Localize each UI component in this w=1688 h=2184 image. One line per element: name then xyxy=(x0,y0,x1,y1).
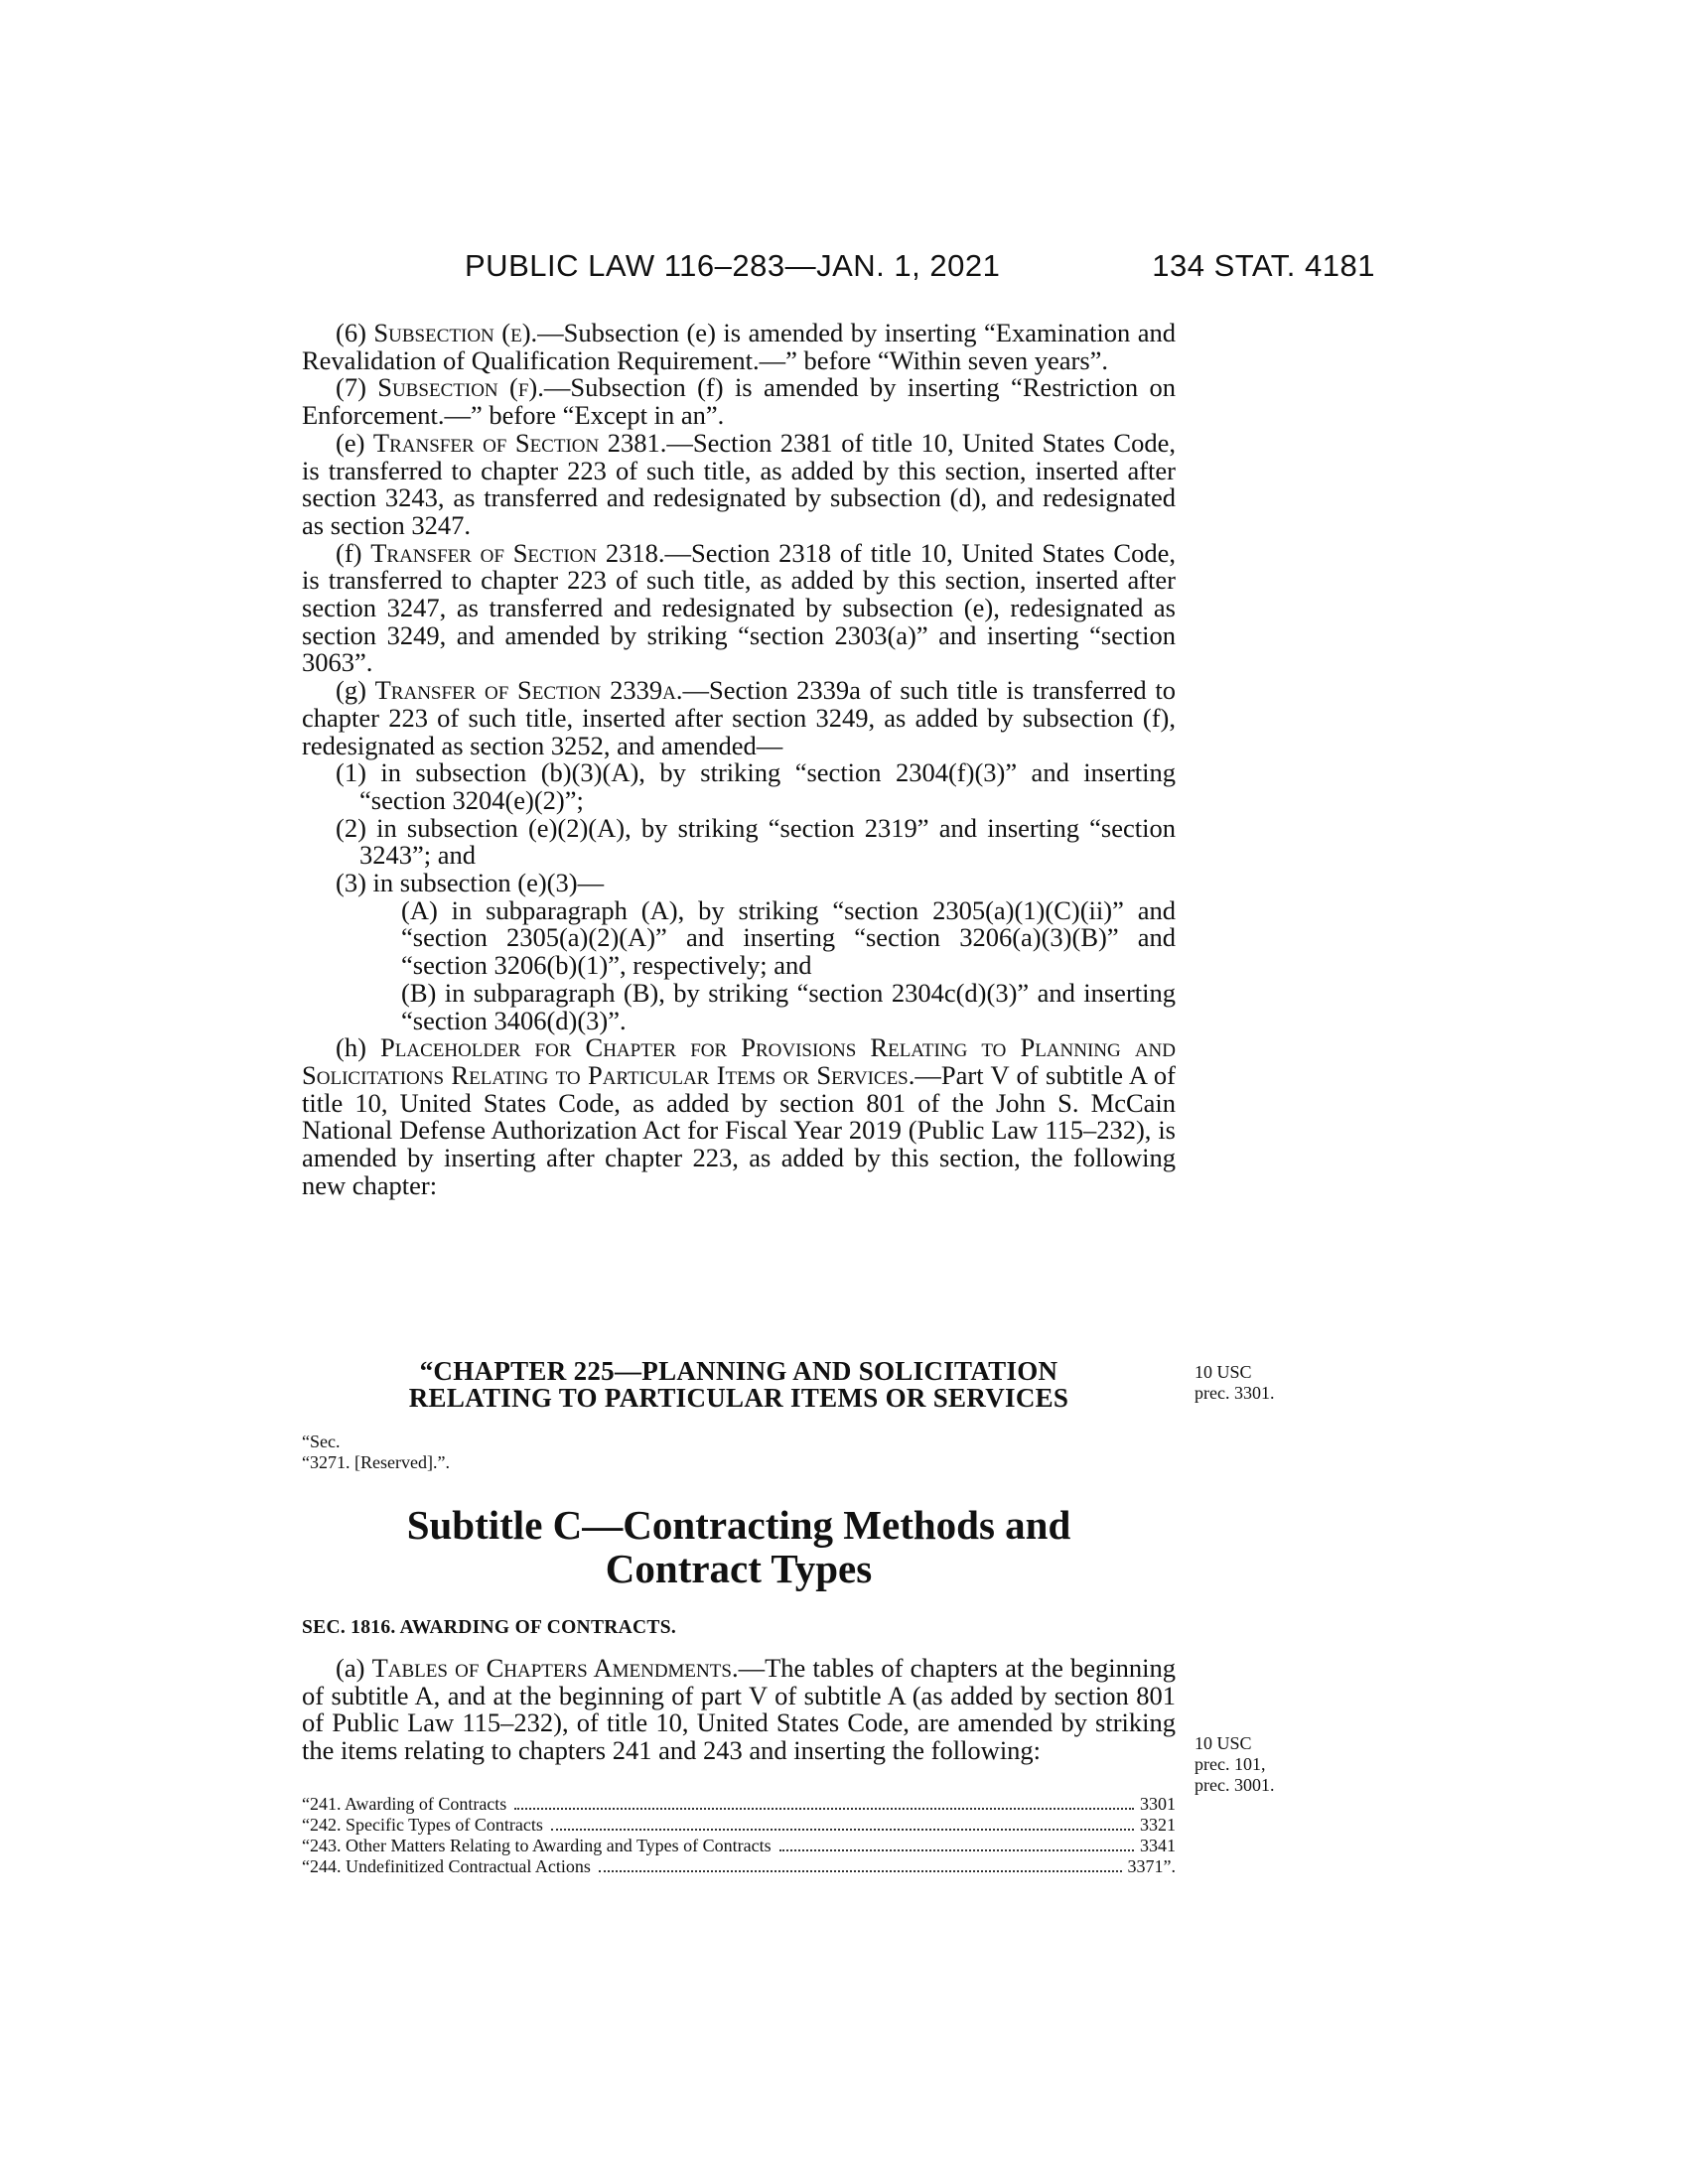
subsection-a: (a) Tables of Chapters Amendments.—The tables of chapters at the beginning of subtitle A, and at the beginning of part V of subtitle A (as added by section 801 of Public Law 115–232), of title 10, United States Code, are amended by striking the items relating to chapters 241 and 243 and inserting the following: xyxy=(302,1653,1176,1766)
leader-dots xyxy=(599,1870,1122,1872)
leader-dots xyxy=(551,1829,1134,1831)
chapter-table xyxy=(302,1794,1176,1877)
chapter-heading: “CHAPTER 225—PLANNING AND SOLICITATION RELATING TO PARTICULAR ITEMS OR SERVICES xyxy=(408,1356,1069,1413)
subtitle-heading: Subtitle C—Contracting Methods and Contract Types xyxy=(406,1502,1071,1591)
page-header xyxy=(298,248,1375,292)
toc-row: “242. Specific Types of Contracts 3321 xyxy=(302,1815,1176,1835)
toc-row: “243. Other Matters Relating to Awarding and Types of Contracts 3341 xyxy=(302,1836,1176,1855)
subsection-heading: Transfer of Section 2381 xyxy=(372,427,660,458)
leader-dots xyxy=(514,1808,1134,1810)
section-text-block xyxy=(302,1655,1176,1765)
paragraph-g-3: (3) in subsection (e)(3)— xyxy=(336,868,605,898)
statute-page-number: 134 STAT. 4181 xyxy=(1152,248,1375,283)
subsection-g: (g) Transfer of Section 2339a.—Section 2339a of such title is transferred to chapter 223 of such title, inserted after section 3249, as added by subsection (f), redesignated as section 3252, and amended— xyxy=(302,675,1176,760)
subsection-heading: Tables of Chapters Amendments xyxy=(371,1653,732,1683)
paragraph-6: (6) Subsection (e).—Subsection (e) is amended by inserting “Examination and Revalidation of Qualification Requirement.—” before “Within seven years”. xyxy=(302,318,1176,375)
subsection-e: (e) Transfer of Section 2381.—Section 2381 of title 10, United States Code, is transferred to chapter 223 of such title, as added by this section, inserted after section 3243, as transferred and redesignated by subsection (d), and redesignated as section 3247. xyxy=(302,427,1176,540)
section-3271-entry: “3271. [Reserved].”. xyxy=(302,1452,450,1472)
sec-label: “Sec. xyxy=(302,1432,341,1451)
subsection-heading: Transfer of Section 2318 xyxy=(370,537,658,568)
subparagraph-g-3-a: (A) in subparagraph (A), by striking “section 2305(a)(1)(C)(ii)” and “section 2305(a)(2)(A)” and inserting “section 3206(a)(3)(B)” and “section 3206(b)(1)”, respectively; and xyxy=(401,894,1176,981)
paragraph-7: (7) Subsection (f).—Subsection (f) is amended by inserting “Restriction on Enforcement.—” before “Except in an”. xyxy=(302,372,1176,431)
section-heading: SEC. 1816. AWARDING OF CONTRACTS. xyxy=(302,1617,677,1638)
main-text-block xyxy=(302,320,1176,1200)
subsection-h: (h) Placeholder for Chapter for Provisions Relating to Planning and Solicitations Relating to Particular Items or Services.—Part V of subtitle A of title 10, United States Code, as added by section 801 of the John S. McCain National Defense Authorization Act for Fiscal Year 2019 (Public Law 115–232), is amended by inserting after chapter 223, as added by this section, the following new chapter: xyxy=(302,1032,1176,1200)
public-law-citation: PUBLIC LAW 116–283—JAN. 1, 2021 xyxy=(465,248,1001,283)
toc-row: “244. Undefinitized Contractual Actions 3371”. xyxy=(302,1856,1176,1876)
chapter-225-block xyxy=(302,1358,1176,1473)
subsection-heading: Transfer of Section 2339a xyxy=(374,675,676,706)
paragraph-g-2: (2) in subsection (e)(2)(A), by striking “section 2319” and inserting “section 3243”; and xyxy=(336,812,1176,871)
subsection-f: (f) Transfer of Section 2318.—Section 2318 of title 10, United States Code, is transferred to chapter 223 of such title, as added by this section, inserted after section 3247, as transferred and redesignated by subsection (e), redesignated as section 3249, and amended by striking “section 2303(a)” and inserting “section 3063”. xyxy=(302,537,1176,678)
margin-citation-section: 10 USC prec. 101, prec. 3001. xyxy=(1195,1733,1275,1795)
paragraph-g-1: (1) in subsection (b)(3)(A), by striking “section 2304(f)(3)” and inserting “section 3204(e)(2)”; xyxy=(336,757,1176,815)
subsection-heading: Placeholder for Chapter for Provisions Relating to Planning and Solicitations Relating to Particular Items or Services xyxy=(302,1032,1176,1090)
paragraph-heading: Subsection (e) xyxy=(373,318,531,347)
chapter-section-list xyxy=(302,1432,1176,1473)
toc-row: “241. Awarding of Contracts 3301 xyxy=(302,1794,1176,1814)
margin-citation-chapter: 10 USC prec. 3301. xyxy=(1195,1362,1275,1403)
paragraph-heading: Subsection (f) xyxy=(377,372,538,403)
leader-dots xyxy=(779,1849,1134,1851)
subparagraph-g-3-b: (B) in subparagraph (B), by striking “section 2304c(d)(3)” and inserting “section 3406(d)(3)”. xyxy=(401,977,1176,1035)
